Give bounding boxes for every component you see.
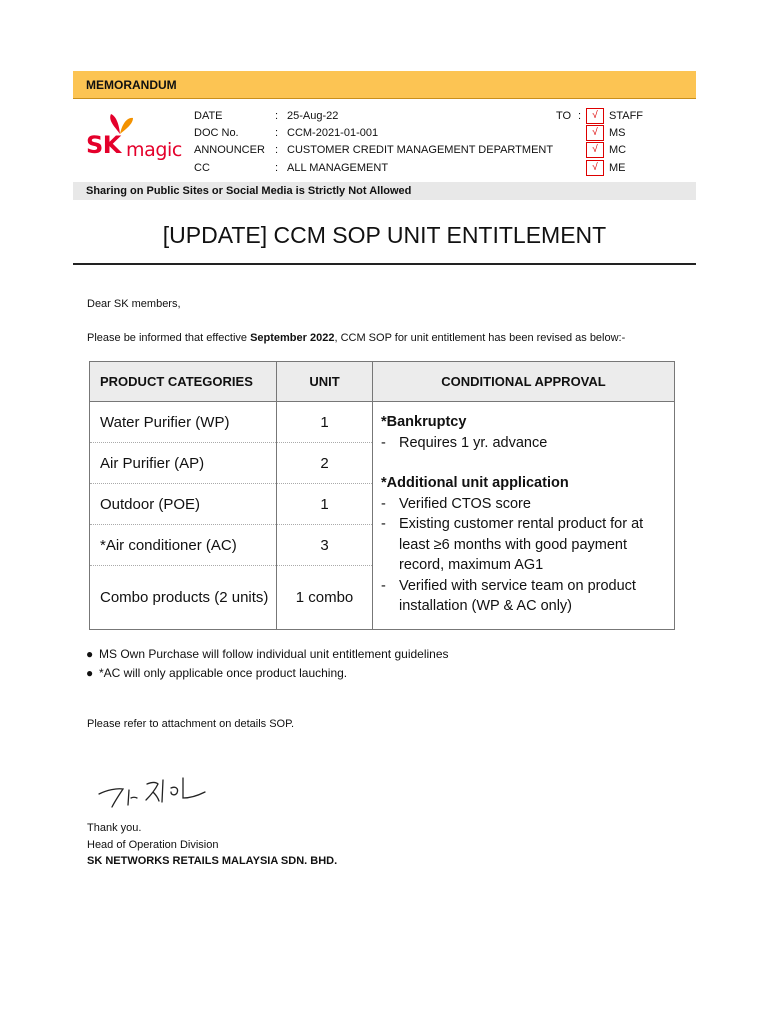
condition-item bbox=[381, 514, 674, 576]
company-name: SK NETWORKS RETAILS MALAYSIA SDN. BHD. bbox=[87, 855, 338, 867]
condition-item bbox=[381, 433, 674, 454]
condition-text: Requires 1 yr. advance bbox=[399, 434, 548, 451]
bullet-icon: ● bbox=[86, 666, 94, 680]
date-colon: : bbox=[275, 110, 279, 122]
intro-text-before: Please be informed that effective bbox=[87, 332, 251, 344]
category-cell: Outdoor (POE) bbox=[90, 484, 277, 525]
note-item bbox=[86, 645, 449, 664]
cc-value: ALL MANAGEMENT bbox=[287, 162, 389, 174]
date-label: DATE bbox=[194, 110, 223, 122]
header-product-categories: PRODUCT CATEGORIES bbox=[90, 362, 277, 402]
date-value: 25-Aug-22 bbox=[287, 110, 339, 122]
to-colon: : bbox=[578, 110, 582, 122]
category-cell: Water Purifier (WP) bbox=[90, 402, 277, 443]
unit-cell: 3 bbox=[277, 525, 373, 566]
recipient-label-ms: MS bbox=[609, 127, 626, 139]
unit-cell: 1 combo bbox=[277, 566, 373, 630]
condition-text: Existing customer rental product for at least ≥6 months with good payment record, maximum AG1 bbox=[399, 516, 644, 573]
unit-cell: 2 bbox=[277, 443, 373, 484]
document-title: [UPDATE] CCM SOP UNIT ENTITLEMENT bbox=[162, 222, 607, 248]
category-cell: Combo products (2 units) bbox=[90, 566, 277, 630]
intro-text-after: , CCM SOP for unit entitlement has been revised as below:- bbox=[334, 332, 626, 344]
announcer-label: ANNOUNCER bbox=[194, 144, 265, 156]
recipient-checkbox-staff: √ bbox=[586, 108, 604, 124]
sk-magic-logo bbox=[86, 112, 186, 164]
recipient-checkbox-mc: √ bbox=[586, 142, 604, 158]
unit-entitlement-table bbox=[89, 361, 675, 630]
memorandum-bar bbox=[73, 71, 696, 99]
table-header-row bbox=[90, 362, 675, 402]
condition-dash: - bbox=[381, 495, 386, 512]
condition-text: Verified CTOS score bbox=[399, 495, 531, 512]
sharing-notice-text: Sharing on Public Sites or Social Media is Strictly Not Allowed bbox=[86, 185, 412, 197]
notes-list bbox=[86, 645, 449, 683]
condition-dash: - bbox=[381, 577, 386, 594]
note-text: *AC will only applicable once product lauching. bbox=[99, 666, 348, 680]
recipient-label-mc: MC bbox=[609, 144, 627, 156]
condition-dash: - bbox=[381, 434, 386, 451]
category-cell: *Air conditioner (AC) bbox=[90, 525, 277, 566]
handwritten-signature bbox=[95, 768, 210, 810]
doc-no-value: CCM-2021-01-001 bbox=[287, 127, 379, 139]
condition-text: Verified with service team on product installation (WP & AC only) bbox=[399, 577, 636, 614]
intro-effective-date: September 2022 bbox=[250, 332, 335, 344]
announcer-value: CUSTOMER CREDIT MANAGEMENT DEPARTMENT bbox=[287, 144, 554, 156]
recipient-label-staff: STAFF bbox=[609, 110, 644, 122]
condition-dash: - bbox=[381, 516, 386, 532]
to-label: TO bbox=[556, 110, 572, 122]
signer-title: Head of Operation Division bbox=[87, 839, 219, 851]
bankruptcy-heading: *Bankruptcy bbox=[381, 414, 467, 430]
cc-colon: : bbox=[275, 162, 279, 174]
thank-you-text: Thank you. bbox=[87, 822, 142, 834]
recipient-checkbox-ms: √ bbox=[586, 125, 604, 141]
note-item bbox=[86, 664, 449, 683]
sharing-notice bbox=[73, 182, 696, 200]
bullet-icon: ● bbox=[86, 647, 94, 661]
conditional-approval-cell bbox=[373, 402, 675, 630]
header-unit: UNIT bbox=[277, 362, 373, 402]
title-divider bbox=[73, 263, 696, 265]
header-conditional-approval: CONDITIONAL APPROVAL bbox=[373, 362, 675, 402]
unit-cell: 1 bbox=[277, 484, 373, 525]
logo-magic-text: magic bbox=[126, 139, 182, 161]
intro-paragraph bbox=[87, 331, 625, 345]
doc-no-label: DOC No. bbox=[194, 127, 239, 139]
memorandum-label: MEMORANDUM bbox=[86, 78, 177, 92]
condition-item bbox=[381, 494, 674, 515]
recipient-checkbox-me: √ bbox=[586, 160, 604, 176]
unit-cell: 1 bbox=[277, 402, 373, 443]
note-text: MS Own Purchase will follow individual unit entitlement guidelines bbox=[99, 647, 449, 661]
announcer-colon: : bbox=[275, 144, 279, 156]
doc-no-colon: : bbox=[275, 127, 279, 139]
table-row bbox=[90, 402, 675, 443]
closing-text: Please refer to attachment on details SOP. bbox=[87, 718, 295, 730]
recipient-label-me: ME bbox=[609, 162, 626, 174]
additional-unit-heading: *Additional unit application bbox=[381, 475, 569, 491]
greeting: Dear SK members, bbox=[87, 298, 181, 310]
logo-sk-text: SK bbox=[86, 131, 121, 159]
category-cell: Air Purifier (AP) bbox=[90, 443, 277, 484]
cc-label: CC bbox=[194, 162, 210, 174]
condition-item bbox=[381, 576, 674, 617]
